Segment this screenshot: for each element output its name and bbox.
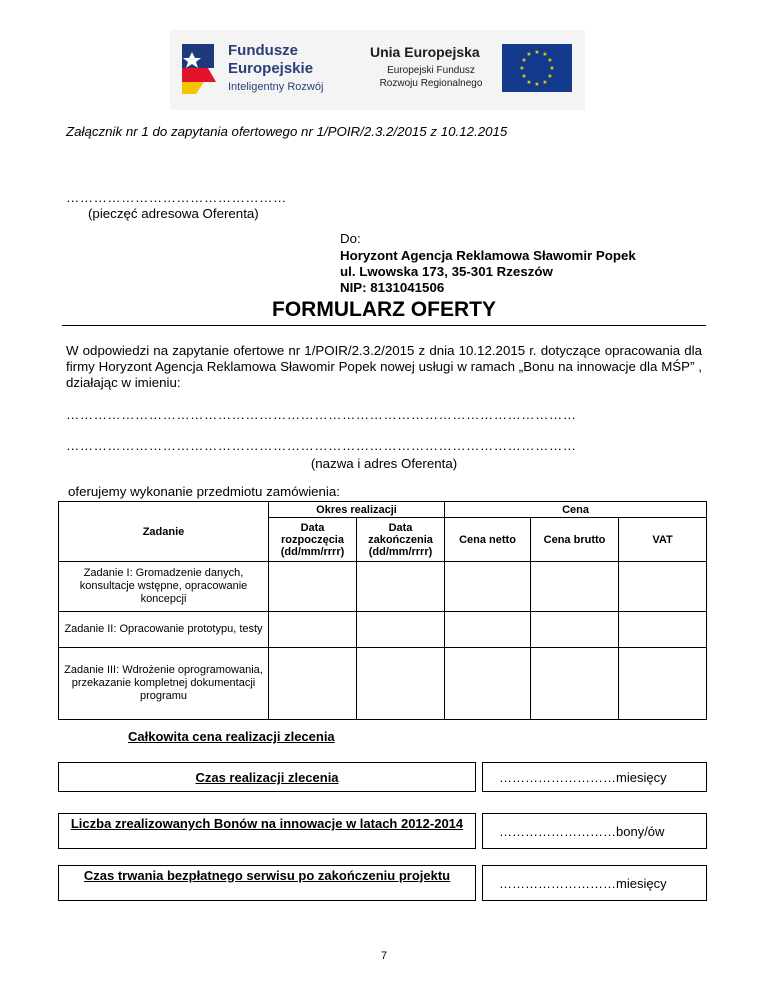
recipient-to: Do: — [340, 231, 361, 246]
svg-text:★: ★ — [521, 73, 527, 80]
offer-table — [58, 501, 707, 720]
header-end-date: Data zakończenia (dd/mm/rrrr) — [357, 518, 445, 562]
bidder-line-1[interactable]: ………………………………………………………………………………………………… — [66, 407, 577, 422]
svg-text:★: ★ — [547, 57, 553, 64]
summary-value-box-3[interactable] — [482, 865, 707, 901]
summary-label-3: Czas trwania bezpłatnego serwisu po zakończeniu projektu — [83, 868, 451, 883]
ue-sub2: Rozwoju Regionalnego — [379, 78, 483, 89]
fundusze-europejskie-logo-icon — [178, 38, 218, 98]
task-1-net-cell[interactable] — [445, 562, 531, 612]
header-price: Cena — [445, 502, 707, 518]
stamp-label: (pieczęć adresowa Oferenta) — [88, 206, 259, 221]
intro-paragraph: W odpowiedzi na zapytanie ofertowe nr 1/POIR/2.3.2/2015 z dnia 10.12.2015 r. dotyczące opracowania dla firmy Horyzont Agencja Reklamowa Sławomir Popek nowej usługi w ramach „Bonu na innowacje dla MŚP” , działając w imieniu: — [66, 343, 702, 390]
task-3-net-cell[interactable] — [445, 648, 531, 720]
summary-label-box-1 — [58, 762, 476, 792]
task-2-net-cell[interactable] — [445, 612, 531, 648]
svg-text:★: ★ — [534, 81, 540, 88]
title-divider — [62, 325, 706, 326]
ue-title: Unia Europejska — [370, 44, 480, 60]
table-row — [59, 562, 707, 612]
task-2-end-cell[interactable] — [357, 612, 445, 648]
svg-text:★: ★ — [526, 79, 532, 86]
svg-text:★: ★ — [534, 49, 540, 56]
task-3-label: Zadanie III: Wdrożenie oprogramowania, przekazanie kompletnej dokumentacji programu — [59, 648, 269, 720]
fe-line1: Fundusze — [228, 42, 298, 59]
task-3-gross-cell[interactable] — [531, 648, 619, 720]
summary-value-3[interactable]: ………………………miesięcy — [499, 876, 667, 891]
summary-value-box-1[interactable] — [482, 762, 707, 792]
task-1-vat-cell[interactable] — [619, 562, 707, 612]
task-2-label: Zadanie II: Opracowanie prototypu, testy — [59, 612, 269, 648]
summary-label-1: Czas realizacji zlecenia — [195, 770, 339, 785]
offer-text: oferujemy wykonanie przedmiotu zamówienia: — [68, 484, 340, 499]
task-2-vat-cell[interactable] — [619, 612, 707, 648]
header-task: Zadanie — [59, 502, 269, 562]
total-price-label: Całkowita cena realizacji zlecenia — [128, 729, 335, 744]
header-period: Okres realizacji — [269, 502, 445, 518]
header-start-date: Data rozpoczęcia (dd/mm/rrrr) — [269, 518, 357, 562]
bidder-line-2[interactable]: ………………………………………………………………………………………………… — [66, 438, 577, 453]
task-3-end-cell[interactable] — [357, 648, 445, 720]
fe-logo-text — [228, 42, 323, 96]
header-gross-price: Cena brutto — [531, 518, 619, 562]
task-2-gross-cell[interactable] — [531, 612, 619, 648]
ue-subtitle — [372, 64, 490, 90]
task-3-vat-cell[interactable] — [619, 648, 707, 720]
eu-flag-icon — [502, 44, 572, 92]
summary-value-box-2[interactable] — [482, 813, 707, 849]
svg-text:★: ★ — [526, 51, 532, 58]
recipient-address — [340, 248, 636, 296]
summary-value-1[interactable]: ………………………miesięcy — [499, 770, 667, 785]
recipient-nip: NIP: 8131041506 — [340, 280, 445, 295]
header-vat: VAT — [619, 518, 707, 562]
table-row — [59, 648, 707, 720]
task-1-label: Zadanie I: Gromadzenie danych, konsultacje wstępne, opracowanie koncepcji — [59, 562, 269, 612]
stamp-dots: ………………………………………… — [66, 190, 287, 205]
fe-line2: Europejskie — [228, 60, 314, 77]
summary-label-2: Liczba zrealizowanych Bonów na innowacje w latach 2012-2014 — [70, 816, 464, 831]
annex-heading: Załącznik nr 1 do zapytania ofertowego nr 1/POIR/2.3.2/2015 z 10.12.2015 — [66, 124, 508, 139]
bidder-caption: (nazwa i adres Oferenta) — [310, 456, 458, 471]
table-row — [59, 612, 707, 648]
summary-label-box-3 — [58, 865, 476, 901]
task-1-gross-cell[interactable] — [531, 562, 619, 612]
summary-value-2[interactable]: ………………………bony/ów — [499, 824, 665, 839]
fe-line3: Inteligentny Rozwój — [228, 81, 324, 93]
svg-text:★: ★ — [542, 51, 548, 58]
summary-label-box-2 — [58, 813, 476, 849]
recipient-street: ul. Lwowska 173, 35-301 Rzeszów — [340, 264, 553, 279]
svg-text:★: ★ — [542, 79, 548, 86]
task-3-start-cell[interactable] — [269, 648, 357, 720]
task-1-end-cell[interactable] — [357, 562, 445, 612]
svg-text:★: ★ — [521, 57, 527, 64]
svg-text:★: ★ — [547, 73, 553, 80]
svg-text:★: ★ — [549, 65, 555, 72]
task-2-start-cell[interactable] — [269, 612, 357, 648]
recipient-name: Horyzont Agencja Reklamowa Sławomir Popek — [340, 248, 636, 263]
task-1-start-cell[interactable] — [269, 562, 357, 612]
page-title: FORMULARZ OFERTY — [272, 298, 496, 321]
ue-sub1: Europejski Fundusz — [387, 65, 475, 76]
header-net-price: Cena netto — [445, 518, 531, 562]
page-number: 7 — [380, 950, 388, 962]
svg-text:★: ★ — [519, 65, 525, 72]
